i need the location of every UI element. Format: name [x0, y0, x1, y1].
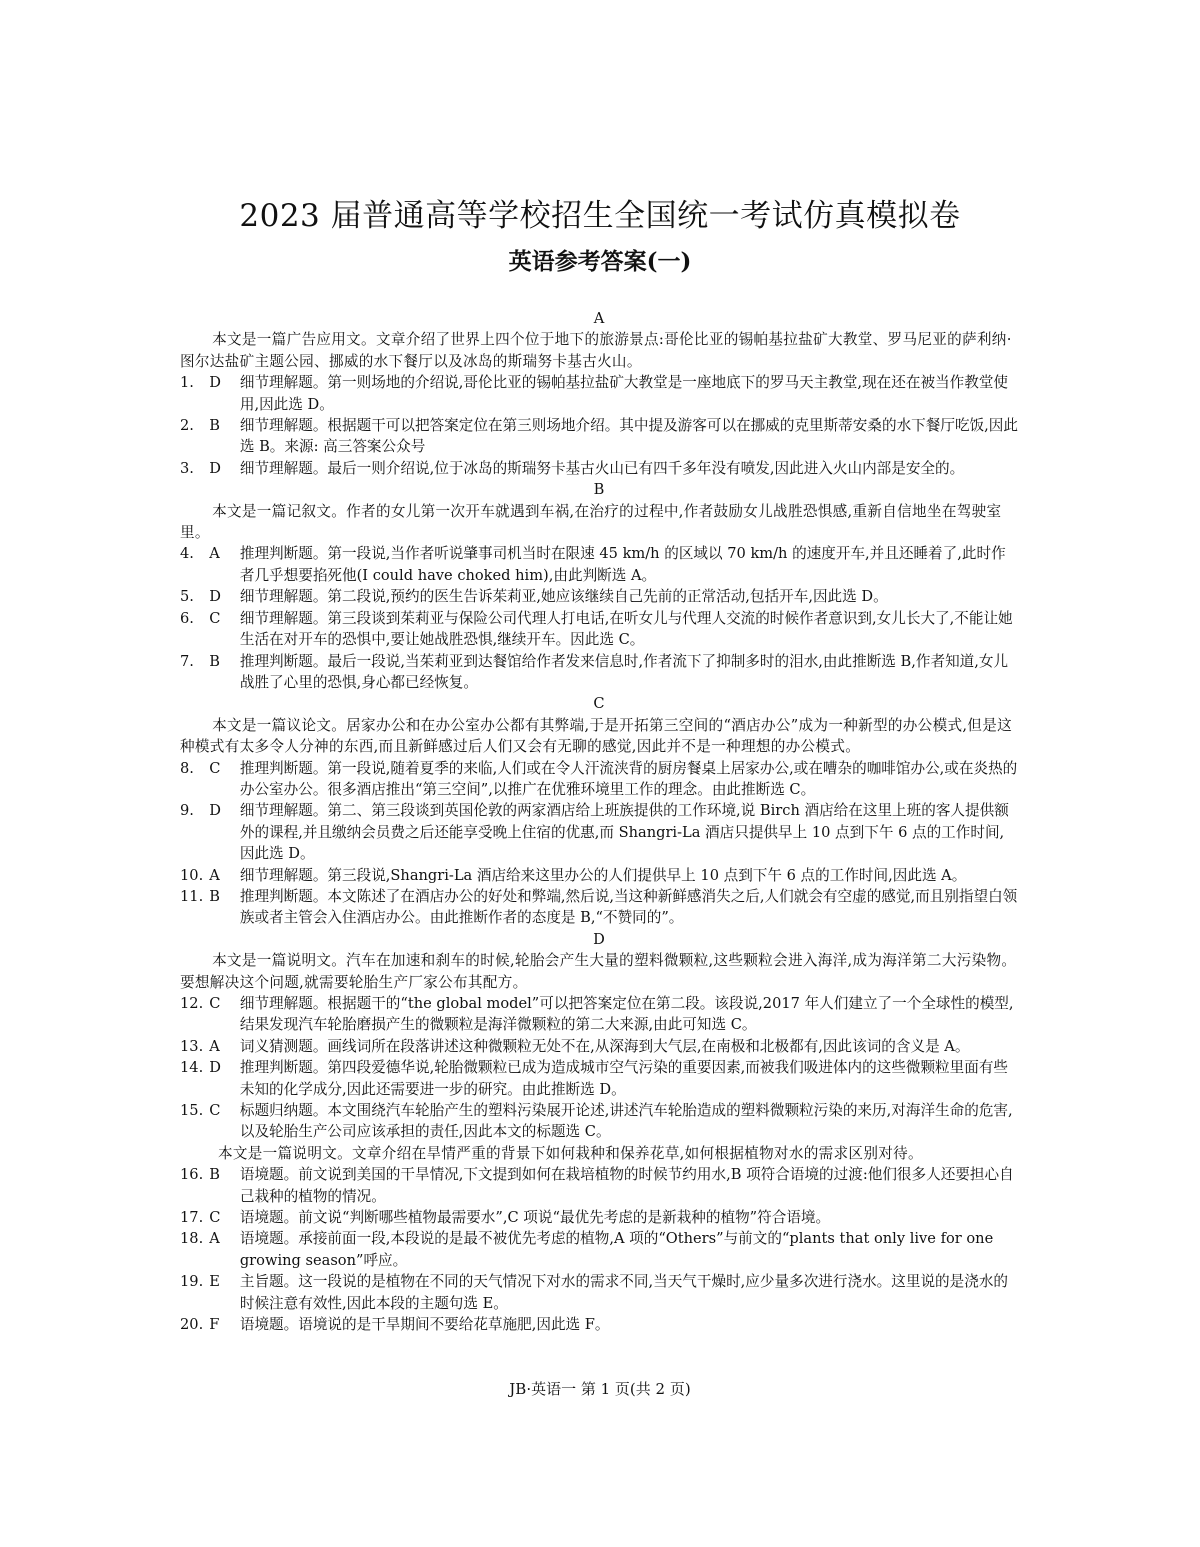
item-number: 10.: [180, 866, 204, 884]
item-answer: B: [209, 887, 220, 905]
item-number: 4.: [180, 545, 194, 563]
answer-item-5: [180, 586, 1018, 607]
answer-item-13: [180, 1036, 1018, 1057]
item-number: 13.: [180, 1037, 204, 1055]
item-explanation: 推理判断题。最后一段说,当茱莉亚到达餐馆给作者发来信息时,作者流下了抑制多时的泪水,由此推断选 B,作者知道,女儿战胜了心里的恐惧,身心都已经恢复。: [239, 652, 1009, 691]
item-explanation: 推理判断题。第四段爱德华说,轮胎微颗粒已成为造成城市空气污染的重要因素,而被我们吸进体内的这些微颗粒里面有些未知的化学成分,因此还需要进一步的研究。由此推断选 D。: [239, 1059, 1009, 1098]
section-b-heading: B: [593, 481, 605, 499]
page-subtitle: 英语参考答案(一): [508, 248, 692, 275]
page-title: 2023 届普通高等学校招生全国统一考试仿真模拟卷: [239, 198, 961, 234]
answer-item-20: [180, 1314, 1018, 1335]
item-number: 14.: [180, 1059, 204, 1077]
item-number: 8.: [180, 759, 194, 777]
section-c-heading: C: [593, 695, 605, 713]
answer-content: [180, 308, 1018, 1336]
item-explanation: 主旨题。这一段说的是植物在不同的天气情况下对水的需求不同,当天气干燥时,应少量多次进行浇水。这里说的是浇水的时候注意有效性,因此本段的主题句选 E。: [239, 1273, 1009, 1312]
item-number: 16.: [180, 1166, 204, 1184]
item-explanation: 词义猜测题。画线词所在段落讲述这种微颗粒无处不在,从深海到大气层,在南极和北极都有,因此该词的含义是 A。: [239, 1037, 970, 1055]
page-footer: JB·英语一 第 1 页(共 2 页): [509, 1380, 691, 1398]
item-explanation: 语境题。承接前面一段,本段说的是最不被优先考虑的植物,A 项的“Others”与前文的“plants that only live for one growing season”呼应。: [239, 1230, 994, 1269]
item-answer: A: [209, 1037, 220, 1055]
item-answer: C: [209, 1102, 221, 1120]
item-explanation: 细节理解题。第三段谈到茱莉亚与保险公司代理人打电话,在听女儿与代理人交流的时候作者意识到,女儿长大了,不能让她生活在对开车的恐惧中,要让她战胜恐惧,继续开车。因此选 C。: [239, 609, 1013, 649]
item-answer: D: [209, 1059, 221, 1077]
item-number: 1.: [180, 374, 194, 392]
item-answer: A: [209, 1230, 220, 1248]
section-d-intro: 本文是一篇说明文。汽车在加速和刹车的时候,轮胎会产生大量的塑料微颗粒,这些颗粒会进入海洋,成为海洋第二大污染物。要想解决这个问题,就需要轮胎生产厂家公布其配方。: [180, 952, 1017, 991]
answer-item-14: [180, 1057, 1018, 1100]
item-explanation: 细节理解题。第三段说,Shangri-La 酒店给来这里办公的人们提供早上 10 点到下午 6 点的工作时间,因此选 A。: [239, 866, 967, 884]
item-explanation: 语境题。语境说的是干旱期间不要给花草施肥,因此选 F。: [239, 1316, 610, 1334]
item-explanation: 标题归纳题。本文围绕汽车轮胎产生的塑料污染展开论述,讲述汽车轮胎造成的塑料微颗粒污染的来历,对海洋生命的危害,以及轮胎生产公司应该承担的责任,因此本文的标题选 C。: [239, 1102, 1013, 1141]
item-number: 3.: [180, 459, 194, 477]
item-explanation: 细节理解题。根据题干可以把答案定位在第三则场地介绍。其中提及游客可以在挪威的克里斯蒂安桑的水下餐厅吃饭,因此选 B。来源: 高三答案公众号: [239, 417, 1018, 456]
answer-item-2: [180, 415, 1018, 458]
item-explanation: 语境题。前文说到美国的干旱情况,下文提到如何在栽培植物的时候节约用水,B 项符合语境的过渡:他们很多人还要担心自己栽种的植物的情况。: [239, 1166, 1014, 1205]
item-explanation: 细节理解题。第二、第三段谈到英国伦敦的两家酒店给上班族提供的工作环境,说 Birch 酒店给在这里上班的客人提供额外的课程,并且缴纳会员费之后还能享受晚上住宿的优惠,而 Shangri-La 酒店只提供早上 10 点到下午 6 点的工作时间,因此选 D。: [239, 802, 1009, 863]
item-number: 18.: [180, 1230, 204, 1248]
item-number: 5.: [180, 588, 194, 606]
section-b-intro: 本文是一篇记叙文。作者的女儿第一次开车就遇到车祸,在治疗的过程中,作者鼓励女儿战胜恐惧感,重新自信地坐在驾驶室里。: [180, 502, 1002, 542]
item-answer: C: [209, 1209, 221, 1227]
answer-item-7: [180, 651, 1018, 694]
item-explanation: 细节理解题。第一则场地的介绍说,哥伦比亚的锡帕基拉盐矿大教堂是一座地底下的罗马天主教堂,现在还在被当作教堂使用,因此选 D。: [239, 374, 1009, 413]
item-answer: C: [209, 609, 221, 627]
item-answer: C: [209, 995, 221, 1012]
answer-item-4: [180, 543, 1018, 586]
answer-item-9: [180, 800, 1018, 864]
item-answer: B: [209, 417, 220, 435]
answer-item-1: [180, 372, 1018, 415]
item-answer: E: [209, 1273, 220, 1291]
item-number: 17.: [180, 1209, 204, 1227]
section-d-heading: D: [593, 930, 605, 948]
item-explanation: 推理判断题。第一段说,当作者听说肇事司机当时在限速 45 km/h 的区域以 70 km/h 的速度开车,并且还睡着了,此时作者几乎想要掐死他(I could have choked him),由此判断选 A。: [239, 545, 1006, 584]
item-explanation: 语境题。前文说“判断哪些植物最需要水”,C 项说“最优先考虑的是新栽种的植物”符合语境。: [239, 1209, 831, 1227]
item-answer: B: [209, 1166, 220, 1184]
section-a-intro: 本文是一篇广告应用文。文章介绍了世界上四个位于地下的旅游景点:哥伦比亚的锡帕基拉盐矿大教堂、罗马尼亚的萨利纳·图尔达盐矿主题公园、挪威的水下餐厅以及冰岛的斯瑞努卡基古火山。: [180, 331, 1012, 370]
section-e-intro: 本文是一篇说明文。文章介绍在旱情严重的背景下如何栽种和保养花草,如何根据植物对水的需求区别对待。: [217, 1144, 923, 1162]
item-explanation: 细节理解题。第二段说,预约的医生告诉茱莉亚,她应该继续自己先前的正常活动,包括开车,因此选 D。: [239, 588, 888, 606]
answer-item-12: [180, 993, 1018, 1036]
section-c-intro: 本文是一篇议论文。居家办公和在办公室办公都有其弊端,于是开拓第三空间的“酒店办公”成为一种新型的办公模式,但是这种模式有太多令人分神的东西,而且新鲜感过后人们又会有无聊的感觉,因此并不是一种理想的办公模式。: [180, 716, 1012, 756]
item-number: 6.: [180, 609, 194, 627]
item-answer: F: [209, 1316, 220, 1334]
item-answer: D: [209, 802, 221, 820]
item-answer: D: [209, 374, 221, 392]
item-answer: D: [209, 588, 221, 606]
answer-item-15: [180, 1100, 1018, 1143]
answer-item-8: [180, 758, 1018, 801]
item-answer: A: [209, 545, 220, 563]
item-number: 19.: [180, 1273, 204, 1291]
item-explanation: 推理判断题。第一段说,随着夏季的来临,人们或在令人汗流浃背的厨房餐桌上居家办公,或在嘈杂的咖啡馆办公,或在炎热的办公室办公。很多酒店推出“第三空间”,以推广在优雅环境里工作的理念。由此推断选 C。: [239, 759, 1018, 798]
item-number: 15.: [180, 1102, 204, 1120]
answer-item-19: [180, 1271, 1018, 1314]
section-a-heading: A: [593, 310, 605, 327]
item-number: 9.: [180, 802, 194, 820]
item-number: 12.: [180, 995, 204, 1012]
item-answer: C: [209, 759, 221, 777]
item-number: 11.: [180, 887, 204, 905]
item-answer: A: [209, 866, 220, 884]
answer-item-11: [180, 886, 1018, 929]
item-answer: D: [209, 459, 221, 477]
item-explanation: 推理判断题。本文陈述了在酒店办公的好处和弊端,然后说,当这种新鲜感消失之后,人们就会有空虚的感觉,而且别指望白领族或者主管会入住酒店办公。由此推断作者的态度是 B,“不赞同的”。: [239, 887, 1018, 927]
answer-item-3: [180, 458, 1018, 479]
item-number: 20.: [180, 1316, 204, 1334]
item-number: 2.: [180, 417, 194, 435]
item-answer: B: [209, 652, 220, 670]
answer-item-6: [180, 608, 1018, 651]
answer-item-17: [180, 1207, 1018, 1228]
answer-item-10: [180, 865, 1018, 886]
item-explanation: 细节理解题。根据题干的“the global model”可以把答案定位在第二段。该段说,2017 年人们建立了一个全球性的模型,结果发现汽车轮胎磨损产生的微颗粒是海洋微颗粒的第二大来源,由此可知选 C。: [239, 995, 1014, 1034]
item-number: 7.: [180, 652, 194, 670]
answer-item-16: [180, 1164, 1018, 1207]
answer-item-18: [180, 1228, 1018, 1271]
item-explanation: 细节理解题。最后一则介绍说,位于冰岛的斯瑞努卡基古火山已有四千多年没有喷发,因此进入火山内部是安全的。: [239, 459, 965, 477]
